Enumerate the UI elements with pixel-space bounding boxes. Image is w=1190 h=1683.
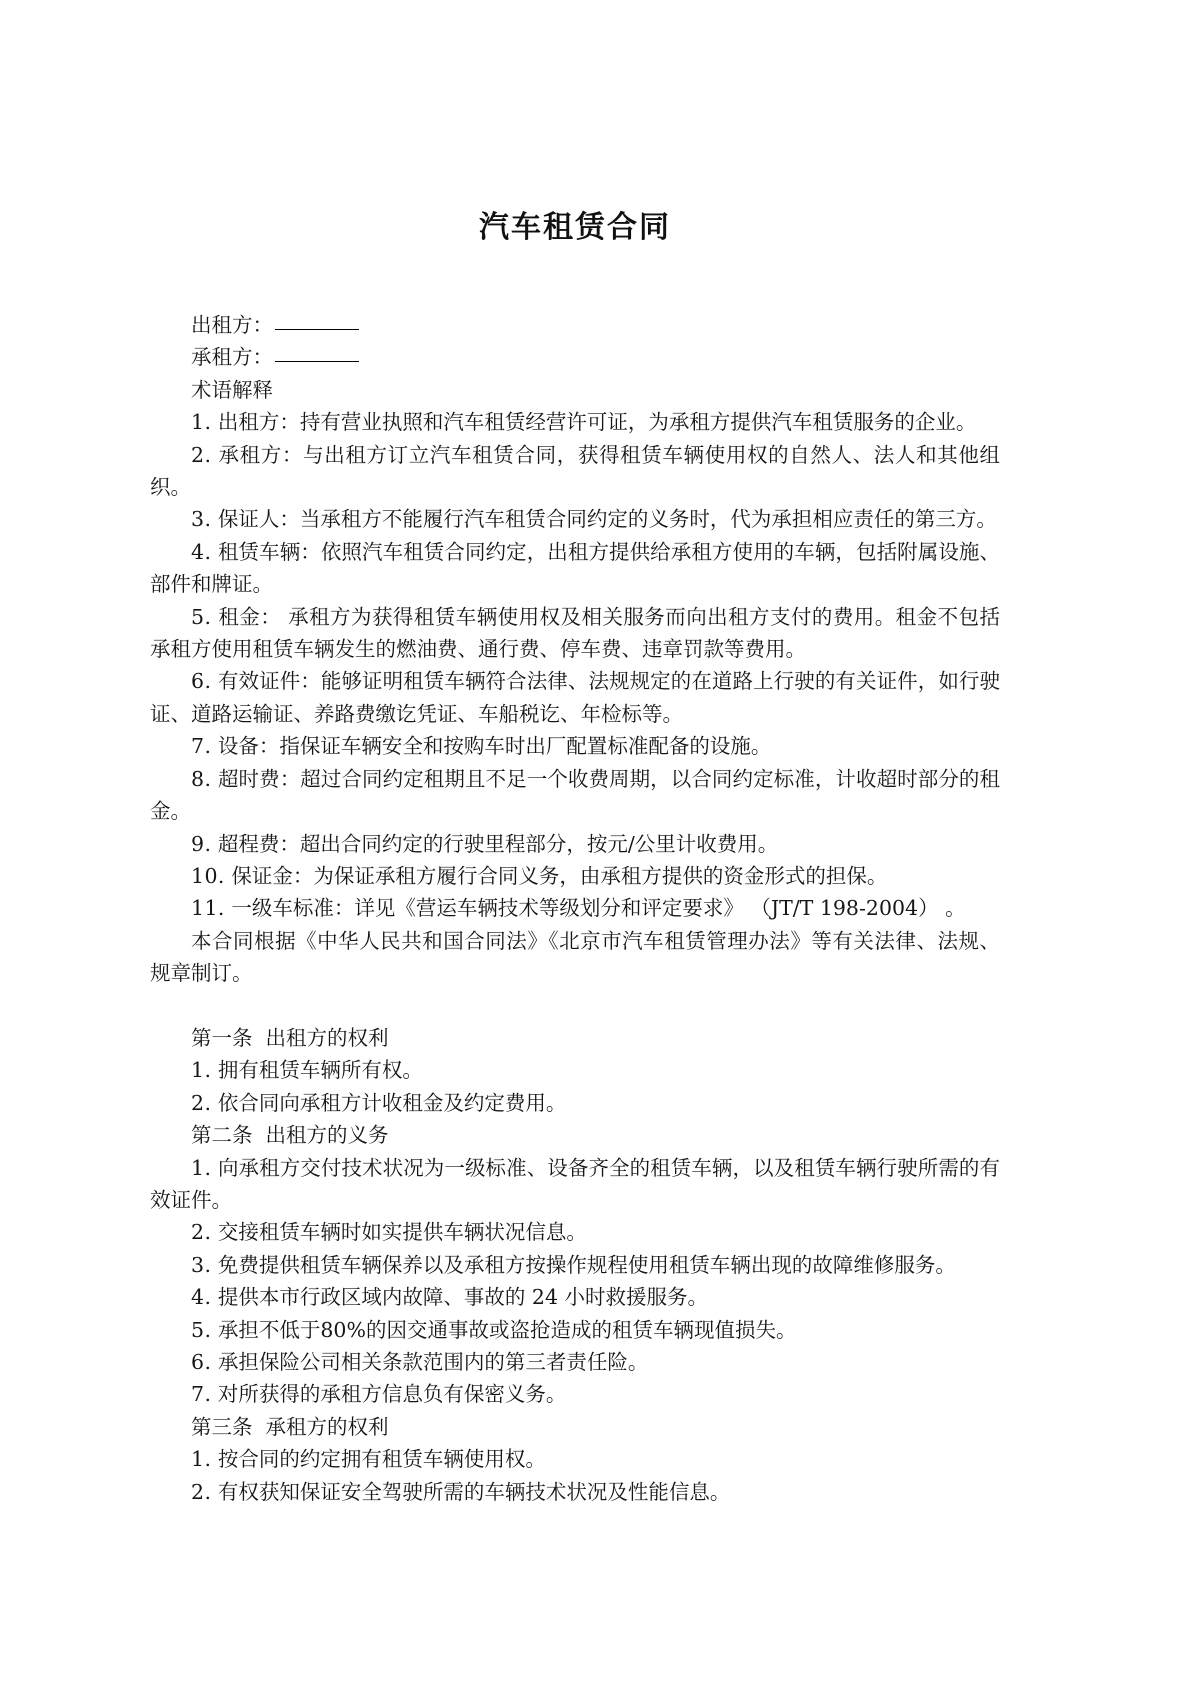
item-text: 交接租赁车辆时如实提供车辆状况信息。 — [217, 1220, 587, 1245]
party-label-lessor: 出租方： — [191, 313, 273, 337]
item-text: 拥有租赁车辆所有权。 — [217, 1058, 423, 1083]
article-item — [150, 1476, 1000, 1508]
item-text: 免费提供租赁车辆保养以及承租方按操作规程使用租赁车辆出现的故障维修服务。 — [217, 1252, 956, 1277]
paragraph-spacer — [150, 990, 1000, 1022]
item-text: 向承租方交付技术状况为一级标准、设备齐全的租赁车辆，以及租赁车辆行驶所需的有效证件。 — [150, 1155, 1000, 1212]
article-item — [150, 1249, 1000, 1281]
term-number: 6. — [191, 669, 212, 694]
item-text: 按合同的约定拥有租赁车辆使用权。 — [217, 1447, 546, 1472]
item-text: 承担保险公司相关条款范围内的第三者责任险。 — [217, 1349, 649, 1374]
item-number: 1. — [191, 1155, 212, 1180]
article-item — [150, 1152, 1000, 1217]
lessee-fill-line[interactable] — [275, 361, 359, 362]
term-item — [150, 828, 1000, 860]
item-number: 1. — [191, 1058, 212, 1083]
term-number: 1. — [191, 410, 212, 435]
article-item — [150, 1054, 1000, 1086]
article-title-2: 出租方的义务 — [265, 1123, 389, 1148]
term-item — [150, 892, 1000, 924]
item-text: 有权获知保证安全驾驶所需的车辆技术状况及性能信息。 — [217, 1479, 731, 1504]
term-item — [150, 536, 1000, 601]
term-item — [150, 860, 1000, 892]
term-number: 8. — [191, 766, 212, 791]
term-number: 7. — [191, 734, 212, 759]
item-number: 3. — [191, 1252, 212, 1277]
term-text: 超程费：超出合同约定的行驶里程部分，按元/公里计收费用。 — [217, 831, 779, 856]
preamble-paragraph: 本合同根据《中华人民共和国合同法》《北京市汽车租赁管理办法》等有关法律、法规、规章制订。 — [150, 928, 1000, 986]
term-text: 出租方：持有营业执照和汽车租赁经营许可证，为承租方提供汽车租赁服务的企业。 — [217, 410, 977, 435]
party-line-lessor — [150, 309, 1000, 341]
item-number: 5. — [191, 1317, 212, 1342]
article-item — [150, 1346, 1000, 1378]
document-body — [150, 309, 1000, 1508]
article-number-1: 第一条 — [191, 1025, 253, 1050]
term-number: 11. — [191, 896, 225, 921]
term-item — [150, 601, 1000, 666]
term-text: 租赁车辆：依照汽车租赁合同约定，出租方提供给承租方使用的车辆，包括附属设施、部件和牌证。 — [150, 539, 1000, 597]
article-item — [150, 1443, 1000, 1475]
term-text: 有效证件：能够证明租赁车辆符合法律、法规规定的在道路上行驶的有关证件，如行驶证、道路运输证、养路费缴讫凭证、车船税讫、年检标等。 — [150, 669, 1000, 726]
article-title-3: 承租方的权利 — [265, 1414, 389, 1439]
article-heading-3 — [150, 1411, 1000, 1443]
article-item — [150, 1281, 1000, 1313]
terms-heading: 术语解释 — [191, 377, 273, 402]
term-item — [150, 730, 1000, 762]
lessor-fill-line[interactable] — [275, 329, 359, 330]
term-number: 4. — [191, 539, 212, 564]
page-title: 汽车租赁合同 — [479, 210, 671, 245]
item-number: 2. — [191, 1479, 212, 1504]
document-content — [150, 0, 1000, 1508]
term-text: 超时费：超过合同约定租期且不足一个收费周期，以合同约定标准，计收超时部分的租金。 — [150, 766, 1000, 824]
item-text: 依合同向承租方计收租金及约定费用。 — [217, 1090, 567, 1115]
term-item — [150, 406, 1000, 438]
article-item — [150, 1087, 1000, 1119]
party-line-lessee — [150, 341, 1000, 373]
term-number: 3. — [191, 507, 212, 532]
item-number: 2. — [191, 1090, 212, 1115]
term-number: 2. — [191, 442, 212, 467]
item-number: 7. — [191, 1382, 212, 1407]
item-number: 4. — [191, 1285, 212, 1310]
article-title-1: 出租方的权利 — [265, 1025, 389, 1050]
term-number: 5. — [191, 604, 212, 629]
article-item — [150, 1314, 1000, 1346]
term-text: 承租方：与出租方订立汽车租赁合同，获得租赁车辆使用权的自然人、法人和其他组织。 — [150, 442, 1000, 500]
party-label-lessee: 承租方： — [191, 345, 273, 370]
term-item — [150, 503, 1000, 535]
item-text: 提供本市行政区域内故障、事故的 24 小时救援服务。 — [217, 1285, 709, 1310]
article-heading-2 — [150, 1119, 1000, 1151]
item-number: 6. — [191, 1349, 212, 1374]
item-text: 对所获得的承租方信息负有保密义务。 — [217, 1382, 567, 1407]
term-item — [150, 439, 1000, 504]
article-number-2: 第二条 — [191, 1123, 253, 1148]
term-item — [150, 763, 1000, 828]
term-number: 9. — [191, 831, 212, 856]
article-heading-1 — [150, 1022, 1000, 1054]
item-number: 2. — [191, 1220, 212, 1245]
term-item — [150, 665, 1000, 730]
term-text: 保证人：当承租方不能履行汽车租赁合同约定的义务时，代为承担相应责任的第三方。 — [217, 507, 997, 532]
term-text: 保证金：为保证承租方履行合同义务，由承租方提供的资金形式的担保。 — [231, 863, 888, 888]
item-number: 1. — [191, 1447, 212, 1472]
term-text: 租金： 承租方为获得租赁车辆使用权及相关服务而向出租方支付的费用。租金不包括承租方使用租赁车辆发生的燃油费、通行费、停车费、违章罚款等费用。 — [150, 604, 1000, 662]
item-text: 承担不低于80%的因交通事故或盗抢造成的租赁车辆现值损失。 — [217, 1317, 797, 1342]
article-item — [150, 1216, 1000, 1248]
article-number-3: 第三条 — [191, 1414, 253, 1439]
article-item — [150, 1378, 1000, 1410]
term-text: 一级车标准：详见《营运车辆技术等级划分和评定要求》 （JT/T 198-2004） 。 — [231, 896, 966, 921]
term-number: 10. — [191, 863, 225, 888]
term-text: 设备：指保证车辆安全和按购车时出厂配置标准配备的设施。 — [217, 734, 772, 759]
